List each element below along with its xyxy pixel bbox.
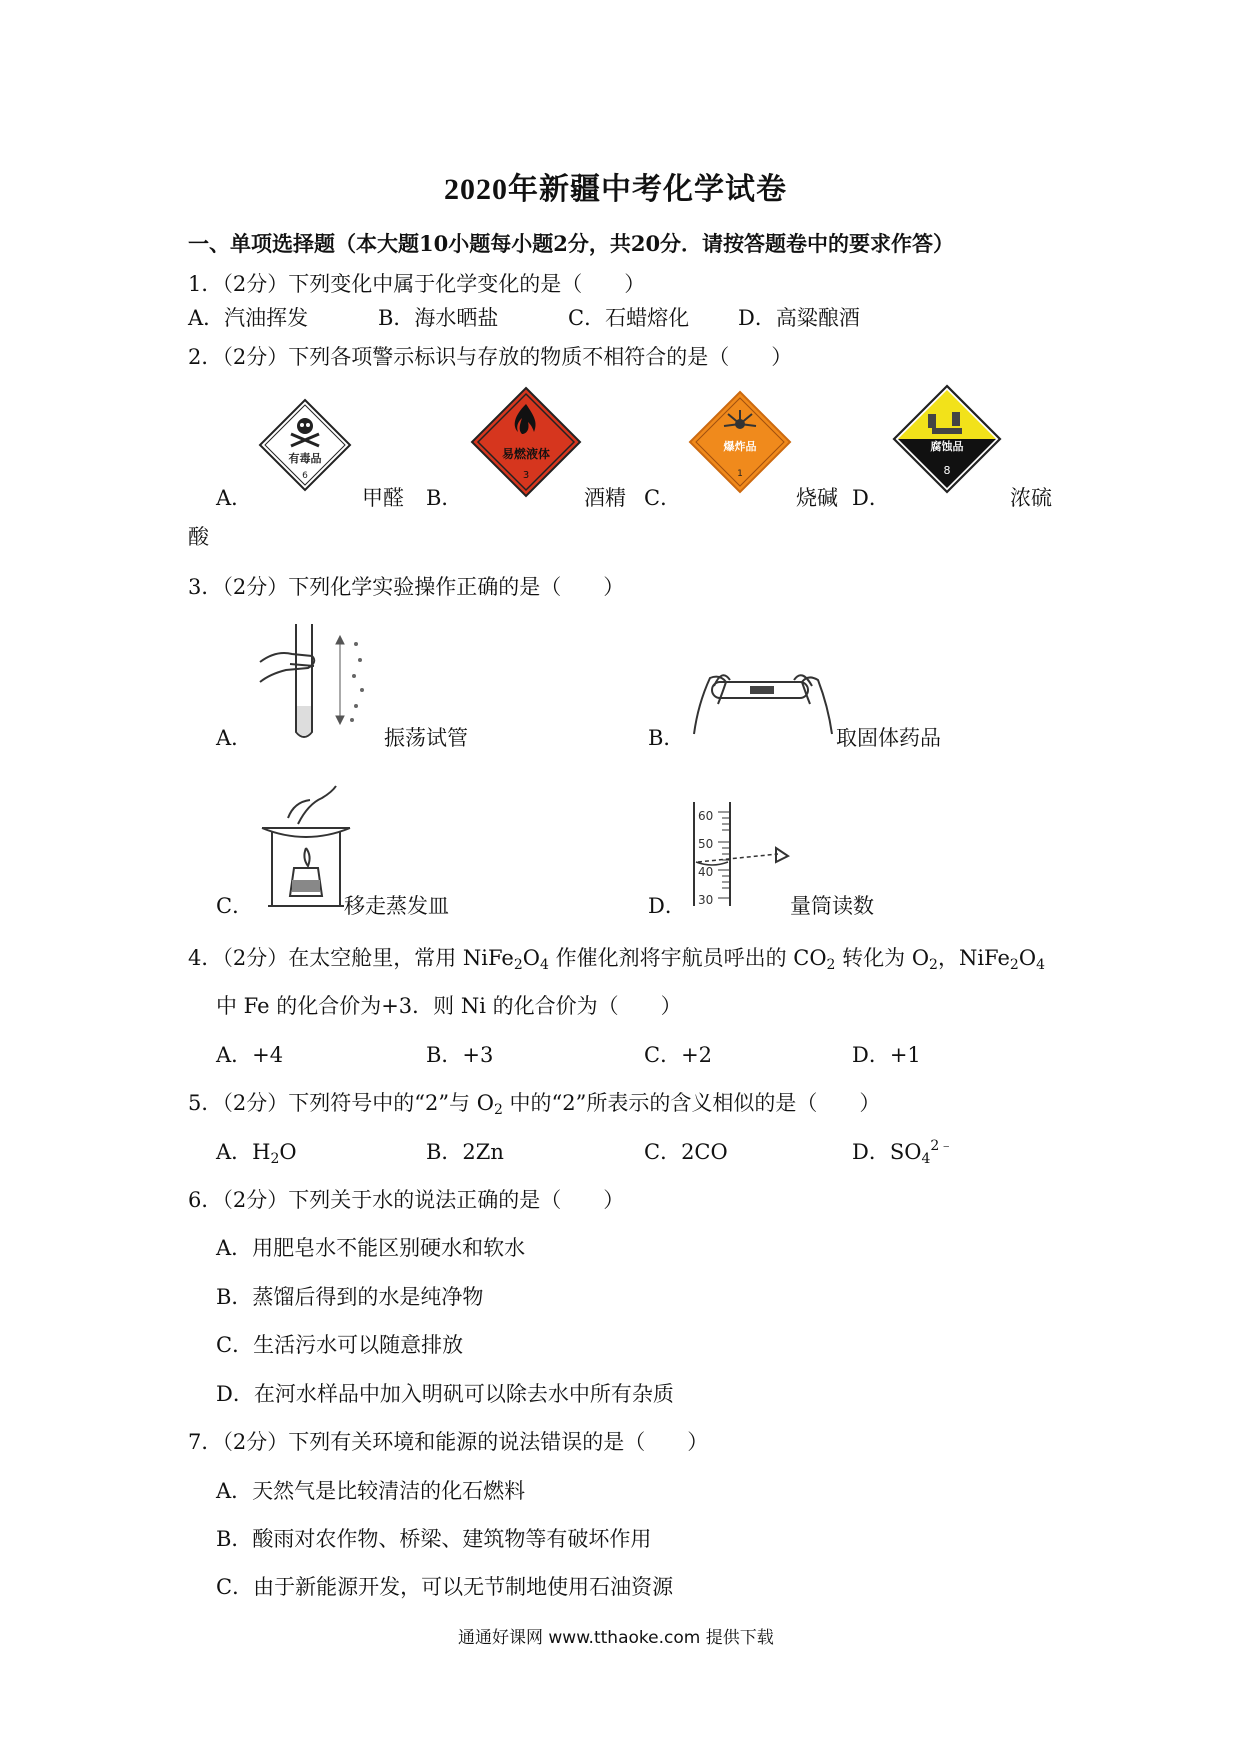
q3-stem: 3．（2分）下列化学实验操作正确的是（ ） [188,575,625,599]
q3-option-b-letter: B． [648,726,685,750]
q2-option-d-wrap: 酸 [188,525,209,549]
sign-b-number: 3 [522,470,530,481]
sign-d-number: 8 [943,464,951,477]
q1-stem: 1．（2分）下列变化中属于化学变化的是（ ） [188,272,646,296]
q3-option-c-letter: C． [216,894,254,918]
q7-option-c: C．由于新能源开发，可以无节制地使用石油资源 [216,1575,674,1599]
q2-option-a-name: 甲醛 [362,486,404,510]
q3-option-d-letter: D． [648,894,686,918]
q4-stem-line1: 4．（2分）在太空舱里，常用 $NiFe_2O_4$ 作催化剂将宇航员呼出的 $CO_2$ 转化为 $O_2$，$NiFe_2O_4$ [188,946,1045,973]
sign-c-text: 爆炸品 [723,440,757,453]
q7-stem: 7．（2分）下列有关环境和能源的说法错误的是（ ） [188,1430,709,1454]
q5-option-a: A．$H_2O$ [216,1140,297,1167]
sign-d-text: 腐蚀品 [930,440,964,453]
page-footer: 通通好课网 www.tthaoke.com 提供下载 [458,1628,774,1648]
cylinder-label-60: 60 [698,809,714,823]
cylinder-label-50: 50 [698,837,714,851]
evaporating-dish-illustration-icon [258,784,354,912]
shaking-test-tube-illustration-icon [256,620,376,746]
q5-option-c: C．2CO [644,1140,728,1164]
sign-c-number: 1 [737,469,743,479]
q4-stem-line2: 中 Fe 的化合价为+3．则 Ni 的化合价为（ ） [216,994,682,1018]
q3-option-b-name: 取固体药品 [836,726,941,750]
q3-option-c-name: 移走蒸发皿 [344,894,449,918]
q2-option-b-name: 酒精 [584,486,626,510]
toxic-warning-sign-icon [258,398,352,492]
graduated-cylinder-illustration-icon [690,800,794,910]
cylinder-label-40: 40 [698,865,714,879]
q2-option-b-letter: B． [426,486,463,510]
page-title: 2020年新疆中考化学试卷 [444,173,787,206]
q5-option-b: B．2Zn [426,1140,504,1164]
sign-b-text: 易燃液体 [501,447,551,461]
q6-option-c: C．生活污水可以随意排放 [216,1333,464,1357]
q4-option-d: D．+1 [852,1043,921,1067]
sign-a-text: 有毒品 [288,452,322,465]
q2-option-a-letter: A． [216,486,253,510]
explosive-sign-icon [688,390,792,494]
sign-a-number: 6 [302,471,308,481]
flammable-liquid-sign-icon [470,386,582,498]
section-heading: 一、单项选择题（本大题10小题每小题2分，共20分．请按答题卷中的要求作答） [188,231,955,256]
q2-option-d-name: 浓硫 [1010,486,1052,510]
q7-option-a: A．天然气是比较清洁的化石燃料 [216,1479,526,1503]
q6-option-a: A．用肥皂水不能区别硬水和软水 [216,1236,526,1260]
q1-option-a: A．汽油挥发 [188,306,309,330]
q6-stem: 6．（2分）下列关于水的说法正确的是（ ） [188,1188,625,1212]
q2-option-c-letter: C． [644,486,682,510]
taking-solid-chemical-illustration-icon [690,664,836,738]
q4-option-c: C．+2 [644,1043,713,1067]
q6-option-d: D．在河水样品中加入明矾可以除去水中所有杂质 [216,1382,674,1406]
q2-option-c-name: 烧碱 [796,486,838,510]
q7-option-b: B．酸雨对农作物、桥梁、建筑物等有破坏作用 [216,1527,652,1551]
q5-stem: 5．（2分）下列符号中的“2”与 $O_2$ 中的“2”所表示的含义相似的是（ ） [188,1091,881,1118]
q5-option-d: D．$SO_4^{2﹣}$ [852,1138,954,1167]
q3-option-a-name: 振荡试管 [384,726,468,750]
q2-option-d-letter: D． [852,486,890,510]
q4-option-a: A．+4 [216,1043,284,1067]
q4-option-b: B．+3 [426,1043,494,1067]
q3-option-a-letter: A． [216,726,253,750]
cylinder-label-30: 30 [698,893,714,907]
q1-option-c: C．石蜡熔化 [568,306,690,330]
q2-stem: 2．（2分）下列各项警示标识与存放的物质不相符合的是（ ） [188,345,793,369]
q3-option-d-name: 量筒读数 [790,894,874,918]
corrosive-sign-icon [892,384,1002,494]
q1-option-b: B．海水晒盐 [378,306,499,330]
q6-option-b: B．蒸馏后得到的水是纯净物 [216,1285,484,1309]
q1-option-d: D．高粱酿酒 [738,306,860,330]
